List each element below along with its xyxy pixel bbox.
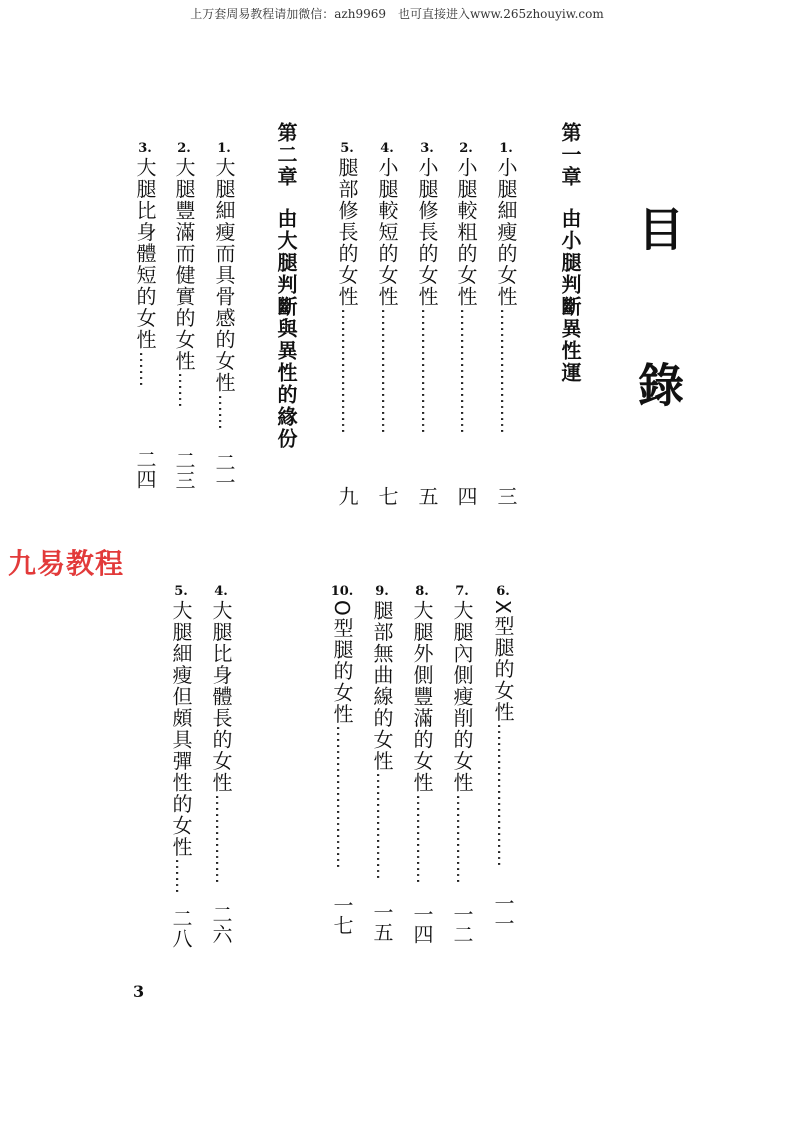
leader-dots: ………………… [377, 307, 398, 434]
toc-entry[interactable] [372, 142, 402, 506]
entry-number: 9. [375, 584, 389, 599]
chapter-label: 第二章 [274, 122, 298, 188]
entry-page: 七 [375, 485, 399, 506]
entry-title: 腿部無曲線的女性 [370, 600, 394, 772]
chapter-title: 由小腿判斷異性運 [558, 208, 582, 384]
leader-dots: ………………… [496, 307, 517, 434]
entry-title: 大腿內側瘦削的女性 [450, 600, 474, 794]
entry-title: X型腿的女性 [491, 600, 515, 723]
chapter-label: 第一章 [558, 122, 582, 188]
entry-title: 小腿較短的女性 [375, 157, 399, 308]
entry-number: 1. [217, 141, 231, 156]
entry-number: 8. [415, 584, 429, 599]
entry-page: 九 [335, 485, 359, 506]
entry-page: 五 [415, 485, 439, 506]
entry-title: 大腿比身體長的女性 [209, 600, 233, 794]
toc-entry[interactable] [327, 585, 357, 935]
leader-dots: ………………… [337, 307, 358, 434]
entry-number: 2. [459, 141, 473, 156]
entry-title: O型腿的女性 [330, 600, 354, 725]
entry-title: 腿部修長的女性 [335, 157, 359, 308]
entry-title: 小腿修長的女性 [415, 157, 439, 308]
leader-dots: ………………… [417, 307, 438, 434]
chapter-heading-1 [560, 122, 580, 384]
leader-dots: …… [214, 393, 235, 430]
toc-entry[interactable] [332, 142, 362, 506]
entry-title: 大腿豐滿而健實的女性 [172, 157, 196, 372]
entry-title: 大腿比身體短的女性 [133, 157, 157, 351]
toc-entry[interactable] [491, 142, 521, 506]
entry-number: 5. [174, 584, 188, 599]
leader-dots: ……………… [372, 772, 393, 880]
leader-dots: …… [171, 858, 192, 894]
entry-page: 一四 [410, 903, 434, 944]
leader-dots: …… [135, 350, 156, 387]
entry-number: 3. [138, 141, 152, 156]
chapter-heading-2 [276, 122, 296, 450]
toc-entry[interactable] [206, 585, 236, 944]
entry-page: 二八 [169, 908, 193, 948]
leader-dots: …………… [412, 793, 433, 884]
leader-dots: ………………… [456, 307, 477, 434]
entry-page: 二六 [209, 903, 233, 944]
entry-page: 四 [454, 485, 478, 506]
entry-number: 10. [330, 584, 354, 599]
entry-page: 一二 [450, 903, 474, 944]
entry-number: 5. [340, 141, 354, 156]
leader-dots: …………… [452, 793, 473, 884]
page-number: 3 [133, 982, 145, 1001]
entry-page: 二一 [212, 451, 236, 492]
toc-entry[interactable] [166, 585, 196, 948]
entry-title: 大腿細瘦而具骨感的女性 [212, 157, 236, 394]
toc-entry[interactable] [407, 585, 437, 944]
watermark-logo: 九易教程 [8, 547, 125, 580]
entry-number: 1. [499, 141, 513, 156]
chapter-title: 由大腿判斷與異性的緣份 [274, 208, 298, 450]
page-title: 目錄 [631, 205, 685, 517]
entry-number: 7. [455, 584, 469, 599]
toc-entry[interactable] [169, 142, 199, 490]
entry-number: 4. [380, 141, 394, 156]
toc-entry[interactable] [209, 142, 239, 492]
leader-dots: …………………… [332, 724, 353, 869]
entry-page: 三 [494, 485, 518, 506]
toc-entry[interactable] [447, 585, 477, 944]
entry-title: 小腿細瘦的女性 [494, 157, 518, 308]
entry-page: 一五 [370, 902, 394, 942]
entry-title: 小腿較粗的女性 [454, 157, 478, 308]
entry-page: 一七 [330, 894, 354, 935]
entry-page: 一一 [491, 892, 515, 933]
toc-entry[interactable] [451, 142, 481, 506]
toc-entry[interactable] [412, 142, 442, 506]
entry-number: 2. [177, 141, 191, 156]
entry-page: 二三 [172, 450, 196, 490]
entry-title: 大腿細瘦但頗具彈性的女性 [169, 600, 193, 858]
entry-title: 大腿外側豐滿的女性 [410, 600, 434, 794]
entry-number: 6. [496, 584, 510, 599]
leader-dots: …………………… [493, 722, 514, 867]
toc-entry[interactable] [130, 142, 160, 489]
top-banner: 上万套周易教程请加微信：azh9969 也可直接进入www.265zhouyiw.com [190, 7, 604, 21]
leader-dots: …… [174, 372, 195, 408]
entry-number: 4. [214, 584, 228, 599]
entry-page: 二四 [133, 448, 157, 489]
toc-entry[interactable] [367, 585, 397, 942]
leader-dots: …………… [211, 793, 232, 884]
entry-number: 3. [420, 141, 434, 156]
toc-entry[interactable] [488, 585, 518, 933]
